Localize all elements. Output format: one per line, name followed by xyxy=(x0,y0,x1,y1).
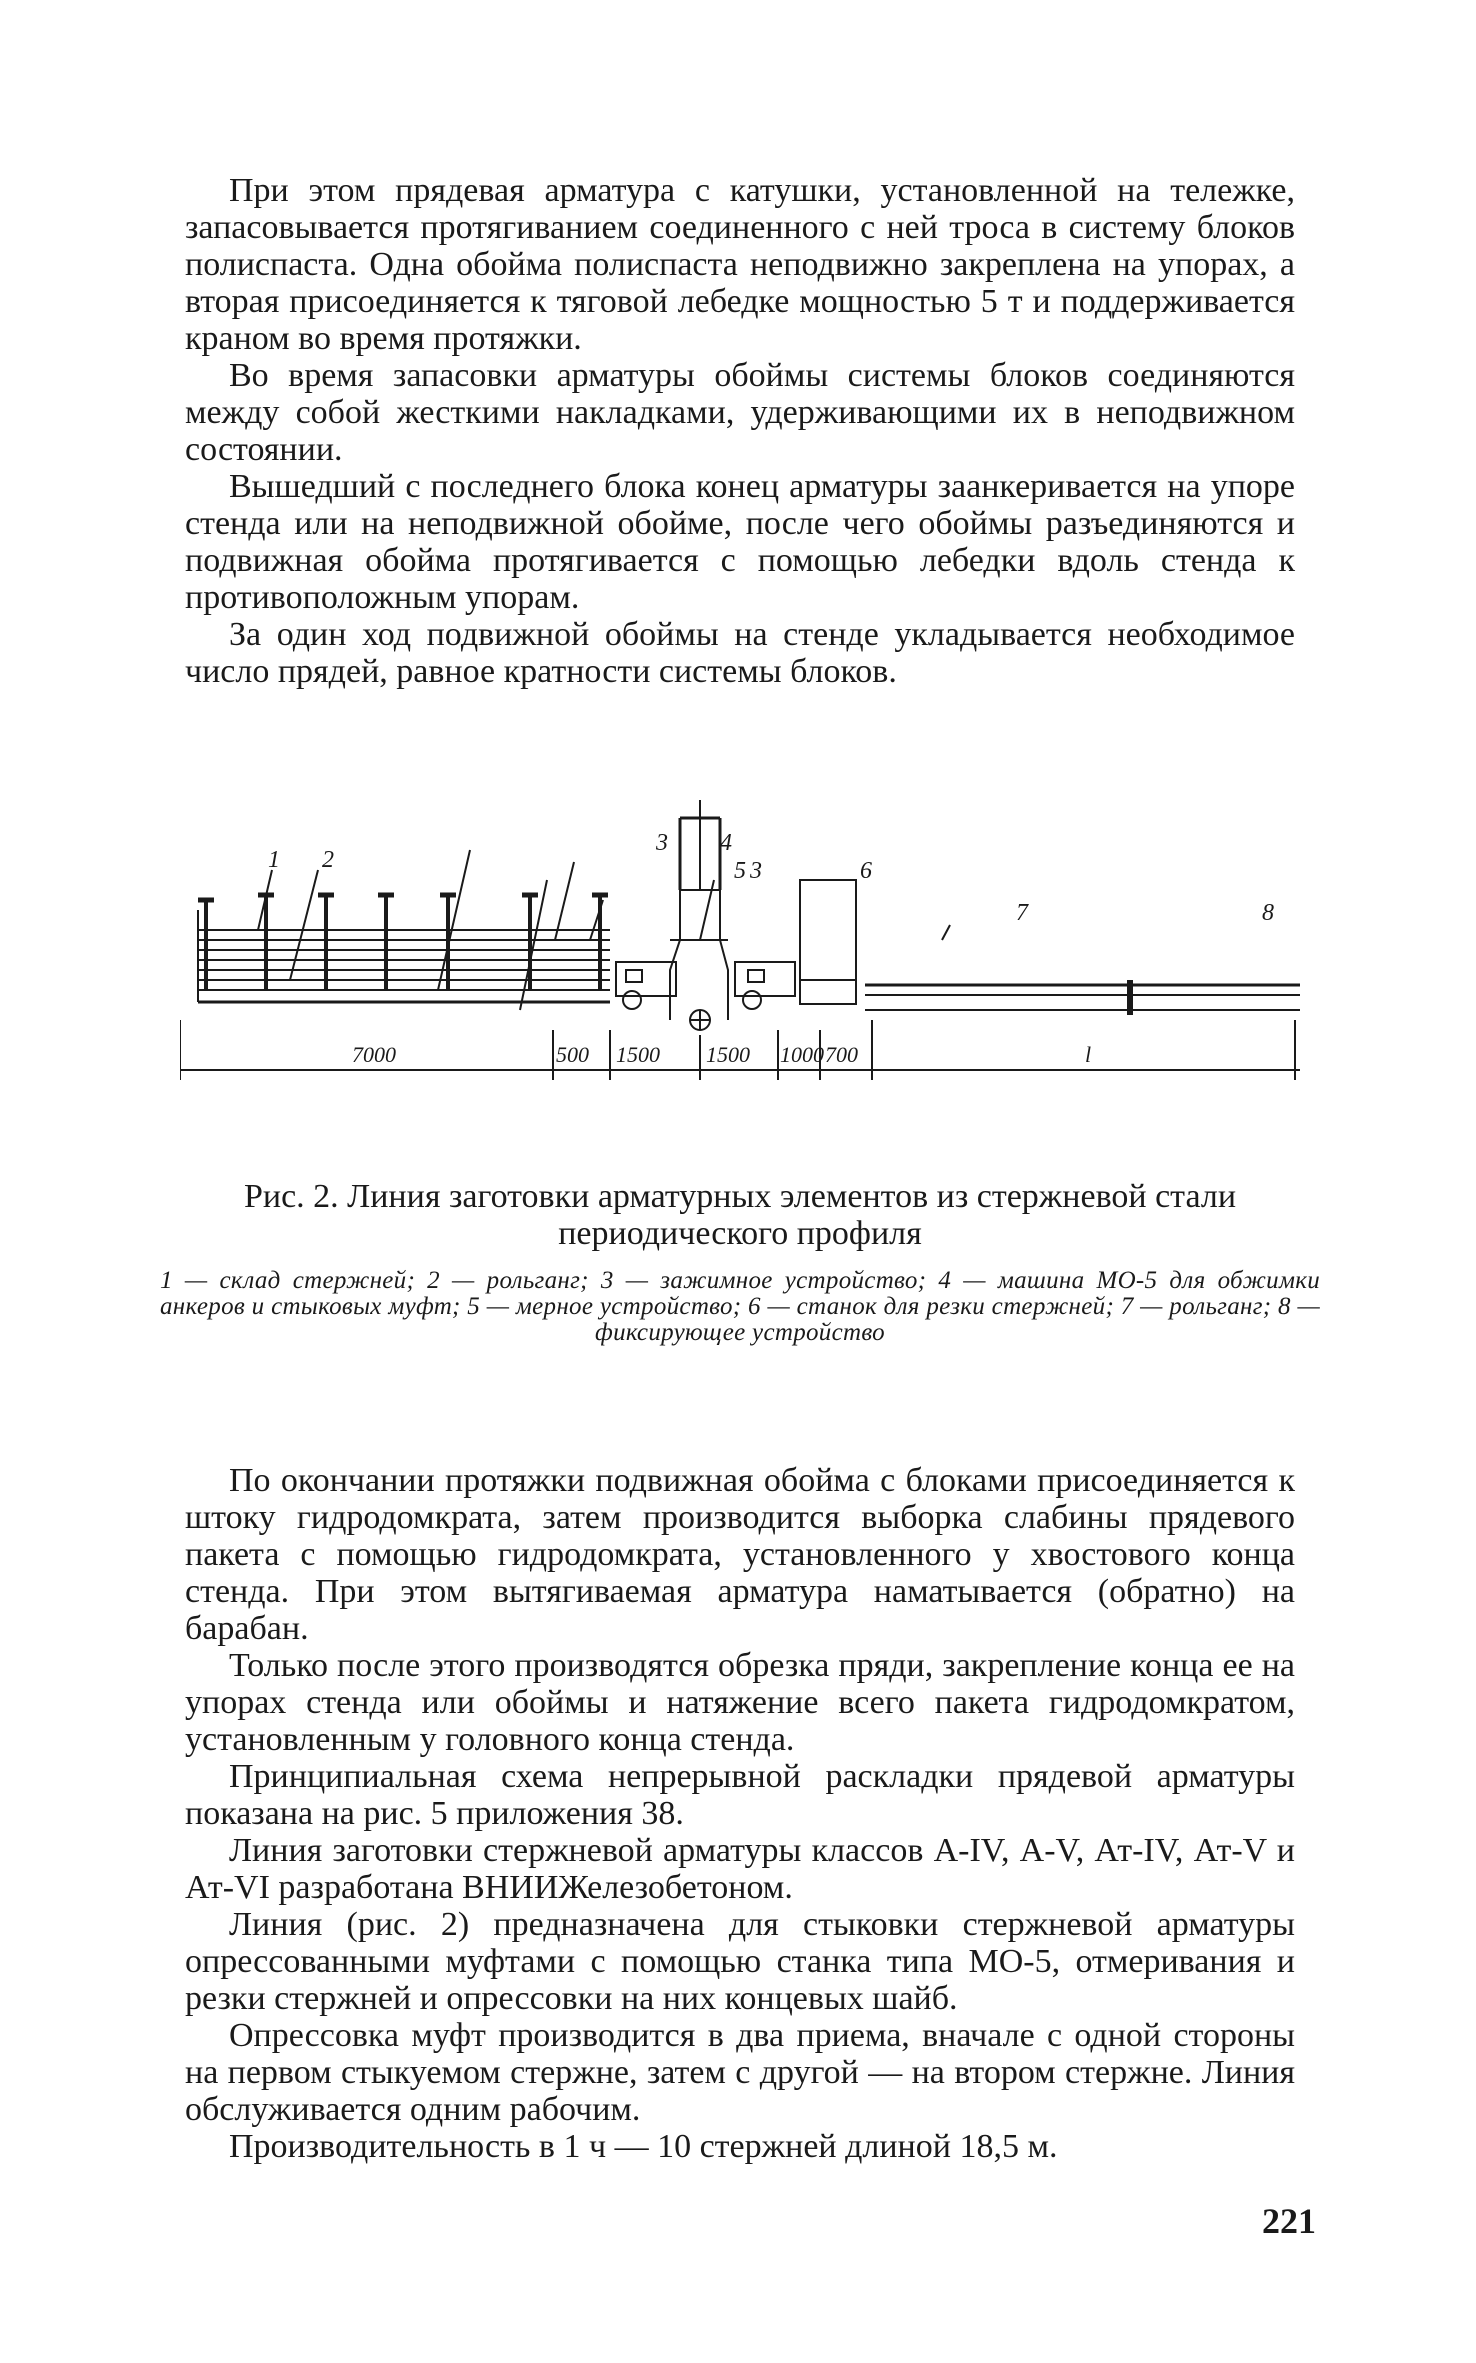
callout-8: 8 xyxy=(1262,900,1274,926)
dimension-500: 500 xyxy=(556,1042,589,1067)
paragraph: Линия (рис. 2) предназначена для стыковки стержневой арматуры опрессованными муфтами с помощью станка типа МО-5, отмеривания и резки стержней и опрессовки на них концевых шайб. xyxy=(185,1906,1295,2017)
paragraph: Линия заготовки стержневой арматуры классов А-IV, А-V, Ат-IV, Ат-V и Ат-VI разработана ВНИИЖелезобетоном. xyxy=(185,1832,1295,1906)
line-diagram xyxy=(180,790,1300,1090)
paragraph: При этом прядевая арматура с катушки, установленной на тележке, запасовывается протягиванием соединенного с ней троса в систему блоков полиспаста. Одна обойма полиспаста неподвижно закреплена на упорах, а вторая присоединяется к тяговой лебедке мощностью 5 т и поддерживается краном во время протяжки. xyxy=(185,172,1295,357)
paragraph: Производительность в 1 ч — 10 стержней длиной 18,5 м. xyxy=(229,2128,1058,2165)
paragraph: За один ход подвижной обоймы на стенде укладывается необходимое число прядей, равное кратности системы блоков. xyxy=(185,616,1295,690)
text-block-bottom xyxy=(185,1462,1295,2165)
page-number: 221 xyxy=(1262,2201,1316,2241)
callout-2: 2 xyxy=(322,847,334,873)
dimension-l: l xyxy=(1085,1042,1092,1067)
dimension-700: 700 xyxy=(825,1042,858,1067)
paragraph: Только после этого производятся обрезка пряди, закрепление конца ее на упорах стенда или обоймы и натяжение всего пакета гидродомкратом, установленным у головного конца стенда. xyxy=(185,1647,1295,1758)
paragraph: Принципиальная схема непрерывной раскладки прядевой арматуры показана на рис. 5 приложения 38. xyxy=(185,1758,1295,1832)
paragraph: Вышедший с последнего блока конец арматуры заанкеривается на упоре стенда или на неподвижной обойме, после чего обоймы разъединяются и подвижная обойма протягивается с помощью лебедки вдоль стенда к противоположным упорам. xyxy=(185,468,1295,616)
dimension-1500a: 1500 xyxy=(616,1042,660,1067)
paragraph: По окончании протяжки подвижная обойма с блоками присоединяется к штоку гидродомкрата, затем производится выборка слабины прядевого пакета с помощью гидродомкрата, установленного у хвостового конца стенда. При этом вытягиваемая арматура наматывается (обратно) на барабан. xyxy=(185,1462,1295,1647)
figure-caption-legend: 1 — склад стержней; 2 — рольганг; 3 — зажимное устройство; 4 — машина МО-5 для обжимки анкеров и стыковых муфт; 5 — мерное устройство; 6 — станок для резки стержней; 7 — рольганг; 8 — фиксирующее устройство xyxy=(160,1267,1320,1346)
paragraph: Во время запасовки арматуры обоймы системы блоков соединяются между собой жесткими накладками, удерживающими их в неподвижном состоянии. xyxy=(185,357,1295,468)
callout-3b: 3 xyxy=(750,858,762,884)
text-block-top xyxy=(185,172,1295,690)
figure-caption-title: Рис. 2. Линия заготовки арматурных элементов из стержневой стали периодического профиля xyxy=(243,1178,1237,1252)
callout-6: 6 xyxy=(860,858,872,884)
callout-1: 1 xyxy=(268,847,280,873)
callout-7: 7 xyxy=(1016,900,1028,926)
callout-5: 5 xyxy=(734,858,746,884)
figure-line-diagram xyxy=(180,790,1300,1090)
paragraph: Опрессовка муфт производится в два приема, вначале с одной стороны на первом стыкуемом стержне, затем с другой — на втором стержне. Линия обслуживается одним рабочим. xyxy=(185,2017,1295,2128)
dimension-1000: 1000 xyxy=(780,1042,824,1067)
callout-3a: 3 xyxy=(656,830,668,856)
dimension-7000: 7000 xyxy=(352,1042,396,1067)
dimension-1500b: 1500 xyxy=(706,1042,750,1067)
callout-4: 4 xyxy=(720,830,732,856)
